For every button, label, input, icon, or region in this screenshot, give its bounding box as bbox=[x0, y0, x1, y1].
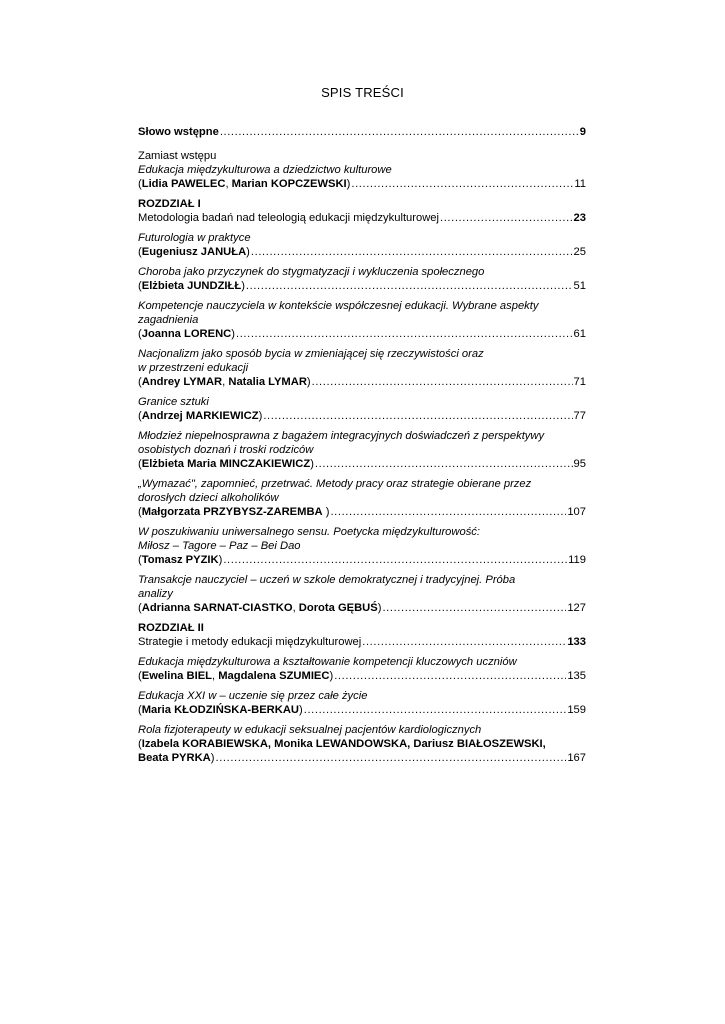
toc-dot-leader bbox=[351, 177, 573, 191]
toc-entry bbox=[138, 429, 586, 471]
toc-entry-text bbox=[138, 601, 381, 615]
toc-leader-line bbox=[138, 327, 586, 341]
toc-dot-leader bbox=[251, 245, 573, 259]
toc-article-title: Transakcje nauczyciel – uczeń w szkole demokratycznej i tradycyjnej. Próba bbox=[138, 574, 516, 586]
toc-article-title: analizy bbox=[138, 588, 173, 600]
toc-punctuation: ( bbox=[138, 670, 142, 682]
toc-page-number: 95 bbox=[573, 458, 586, 470]
toc-punctuation: ) bbox=[218, 554, 223, 566]
toc-chapter-heading: ROZDZIAŁ II bbox=[138, 622, 204, 634]
toc-page-number: 135 bbox=[567, 670, 586, 682]
toc-leader-line bbox=[138, 409, 586, 423]
toc-leader-line bbox=[138, 703, 586, 717]
table-of-contents bbox=[138, 125, 586, 771]
toc-dot-leader bbox=[236, 327, 573, 341]
toc-punctuation: ( bbox=[138, 376, 142, 388]
toc-dot-leader bbox=[223, 553, 567, 567]
toc-punctuation: ) bbox=[329, 670, 334, 682]
toc-leader-line bbox=[138, 211, 586, 225]
toc-page-number: 119 bbox=[568, 554, 586, 566]
toc-punctuation: ) bbox=[306, 376, 311, 388]
toc-author-name: Beata PYRKA bbox=[138, 752, 211, 764]
toc-authors-line bbox=[138, 737, 586, 751]
toc-article-title: Choroba jako przyczynek do stygmatyzacji i wykluczenia społecznego bbox=[138, 266, 485, 278]
toc-punctuation: ( bbox=[138, 178, 142, 190]
toc-page-number: 159 bbox=[567, 704, 586, 716]
toc-dot-leader bbox=[382, 601, 566, 615]
toc-entry bbox=[138, 655, 586, 683]
toc-entry bbox=[138, 525, 586, 567]
toc-leader-line bbox=[138, 279, 586, 293]
toc-entry-text bbox=[138, 279, 245, 293]
toc-chapter bbox=[138, 197, 586, 225]
toc-author-name: Elżbieta JUNDZIŁŁ bbox=[141, 280, 242, 292]
toc-punctuation: ( bbox=[138, 328, 142, 340]
toc-article-title: Edukacja międzykulturowa a dziedzictwo kulturowe bbox=[138, 164, 392, 176]
toc-punctuation: ( bbox=[138, 410, 142, 422]
toc-entry-text bbox=[138, 211, 439, 225]
toc-punctuation: ) bbox=[346, 178, 351, 190]
toc-chapter bbox=[138, 621, 586, 649]
toc-pre-title: Zamiast wstępu bbox=[138, 150, 217, 162]
toc-article-title: W poszukiwaniu uniwersalnego sensu. Poetycka międzykulturowość: bbox=[138, 526, 480, 538]
toc-entry bbox=[138, 477, 586, 519]
toc-dot-leader bbox=[334, 669, 566, 683]
toc-article-title: Rola fizjoterapeuty w edukacji seksualnej pacjentów kardiologicznych bbox=[138, 724, 482, 736]
toc-dot-leader bbox=[362, 635, 566, 649]
toc-author-name: Elżbieta Maria MINCZAKIEWICZ bbox=[141, 458, 311, 470]
toc-punctuation: ) bbox=[246, 246, 250, 258]
toc-entry bbox=[138, 723, 586, 765]
toc-author-name: Joanna LORENC bbox=[141, 328, 232, 340]
toc-page-number: 23 bbox=[573, 212, 586, 224]
toc-entry-text bbox=[138, 457, 314, 471]
toc-entry bbox=[138, 573, 586, 615]
toc-leader-line bbox=[138, 125, 586, 139]
toc-article-title: osobistych doznań i troski rodziców bbox=[138, 444, 314, 456]
toc-article-title: Nacjonalizm jako sposób bycia w zmieniającej się rzeczywistości oraz bbox=[138, 348, 484, 360]
toc-leader-line bbox=[138, 177, 586, 191]
toc-page-number: 25 bbox=[573, 246, 586, 258]
toc-entry-text bbox=[138, 553, 222, 567]
toc-entry-text bbox=[138, 375, 311, 389]
toc-dot-leader bbox=[246, 279, 573, 293]
toc-article-title: dorosłych dzieci alkoholików bbox=[138, 492, 279, 504]
toc-dot-leader bbox=[440, 211, 573, 225]
toc-entry-text bbox=[138, 177, 350, 191]
toc-page-number: 77 bbox=[573, 410, 586, 422]
toc-punctuation: Strategie i metody edukacji międzykulturowej bbox=[138, 636, 362, 648]
toc-leader-line bbox=[138, 375, 586, 389]
toc-entry bbox=[138, 125, 586, 139]
toc-entry-text bbox=[138, 245, 250, 259]
toc-page-number: 107 bbox=[567, 506, 586, 518]
toc-page-number: 127 bbox=[567, 602, 586, 614]
toc-author-name: Ewelina BIEL bbox=[141, 670, 212, 682]
toc-punctuation: ( bbox=[138, 602, 142, 614]
toc-dot-leader bbox=[315, 457, 573, 471]
toc-author-name: Lidia PAWELEC bbox=[141, 178, 226, 190]
toc-article-title: Kompetencje nauczyciela w kontekście współczesnej edukacji. Wybrane aspekty bbox=[138, 300, 539, 312]
toc-entry bbox=[138, 149, 586, 191]
toc-entry bbox=[138, 347, 586, 389]
toc-page-number: 11 bbox=[574, 178, 586, 190]
toc-punctuation: ( bbox=[138, 704, 142, 716]
toc-entry-text bbox=[138, 751, 214, 765]
toc-article-title: w przestrzeni edukacji bbox=[138, 362, 249, 374]
toc-entry-text bbox=[138, 505, 329, 519]
toc-article-title: Futurologia w praktyce bbox=[138, 232, 251, 244]
toc-dot-leader bbox=[312, 375, 573, 389]
toc-author-name: Małgorzata PRZYBYSZ-ZAREMBA bbox=[141, 506, 323, 518]
toc-entry-text bbox=[138, 125, 219, 139]
toc-article-title: Młodzież niepełnosprawna z bagażem integracyjnych doświadczeń z perspektywy bbox=[138, 430, 545, 442]
toc-punctuation: ) bbox=[322, 506, 330, 518]
toc-leader-line bbox=[138, 553, 586, 567]
toc-punctuation: ) bbox=[377, 602, 382, 614]
toc-leader-line bbox=[138, 245, 586, 259]
toc-author-name: Eugeniusz JANUŁA bbox=[141, 246, 247, 258]
toc-punctuation: Metodologia badań nad teleologią edukacji międzykulturowej bbox=[138, 212, 440, 224]
toc-author-name: Słowo wstępne bbox=[138, 126, 219, 138]
toc-punctuation: ) bbox=[258, 410, 263, 422]
toc-punctuation: ( bbox=[138, 738, 142, 750]
page-title: SPIS TREŚCI bbox=[321, 85, 404, 100]
toc-page-number: 71 bbox=[573, 376, 586, 388]
toc-leader-line bbox=[138, 669, 586, 683]
toc-article-title: Granice sztuki bbox=[138, 396, 209, 408]
toc-article-title: Edukacja międzykulturowa a kształtowanie kompetencji kluczowych uczniów bbox=[138, 656, 517, 668]
toc-leader-line bbox=[138, 505, 586, 519]
toc-leader-line bbox=[138, 635, 586, 649]
toc-author-name: Andrzej MARKIEWICZ bbox=[141, 410, 259, 422]
toc-author-name: Magdalena SZUMIEC bbox=[218, 670, 330, 682]
toc-author-name: Adrianna SARNAT-CIASTKO bbox=[141, 602, 293, 614]
toc-author-name: Maria KŁODZIŃSKA-BERKAU bbox=[141, 704, 299, 716]
toc-chapter-heading: ROZDZIAŁ I bbox=[138, 198, 201, 210]
toc-punctuation: ( bbox=[138, 280, 142, 292]
toc-punctuation: ) bbox=[210, 752, 215, 764]
toc-entry-text bbox=[138, 703, 303, 717]
toc-page-number: 9 bbox=[579, 126, 586, 138]
toc-leader-line bbox=[138, 601, 586, 615]
toc-page-number: 133 bbox=[567, 636, 586, 648]
toc-author-name: Tomasz PYZIK bbox=[141, 554, 219, 566]
toc-entry bbox=[138, 231, 586, 259]
toc-dot-leader bbox=[263, 409, 572, 423]
toc-article-title: „Wymazać", zapomnieć, przetrwać. Metody pracy oraz strategie obierane przez bbox=[138, 478, 532, 490]
toc-punctuation: ) bbox=[231, 328, 235, 340]
toc-dot-leader bbox=[215, 751, 566, 765]
toc-author-name: Izabela KORABIEWSKA, Monika LEWANDOWSKA, Dariusz BIAŁOSZEWSKI, bbox=[141, 738, 546, 750]
toc-dot-leader bbox=[220, 125, 579, 139]
toc-article-title: zagadnienia bbox=[138, 314, 199, 326]
toc-article-title: Edukacja XXI w – uczenie się przez całe życie bbox=[138, 690, 368, 702]
toc-page-number: 51 bbox=[573, 280, 586, 292]
toc-entry-text bbox=[138, 635, 361, 649]
toc-article-title: Miłosz – Tagore – Paz – Bei Dao bbox=[138, 540, 301, 552]
toc-punctuation: ( bbox=[138, 246, 142, 258]
toc-punctuation: ) bbox=[310, 458, 314, 470]
toc-punctuation: ( bbox=[138, 458, 142, 470]
toc-author-name: Andrey LYMAR bbox=[141, 376, 223, 388]
toc-punctuation: ( bbox=[138, 554, 142, 566]
toc-page-number: 61 bbox=[573, 328, 586, 340]
toc-entry bbox=[138, 689, 586, 717]
toc-entry bbox=[138, 299, 586, 341]
toc-leader-line bbox=[138, 457, 586, 471]
toc-punctuation: , bbox=[211, 670, 219, 682]
toc-dot-leader bbox=[330, 505, 566, 519]
toc-author-name: Natalia LYMAR bbox=[228, 376, 307, 388]
toc-punctuation: ) bbox=[299, 704, 303, 716]
toc-punctuation: , bbox=[222, 376, 229, 388]
toc-page-number: 167 bbox=[567, 752, 586, 764]
toc-author-name: Marian KOPCZEWSKI bbox=[231, 178, 347, 190]
toc-entry bbox=[138, 265, 586, 293]
toc-punctuation: ( bbox=[138, 506, 142, 518]
toc-punctuation: , bbox=[225, 178, 232, 190]
toc-author-name: Dorota GĘBUŚ bbox=[298, 602, 378, 614]
toc-entry-text bbox=[138, 409, 262, 423]
toc-entry-text bbox=[138, 327, 235, 341]
toc-entry-text bbox=[138, 669, 333, 683]
toc-entry bbox=[138, 395, 586, 423]
toc-dot-leader bbox=[304, 703, 567, 717]
toc-punctuation: , bbox=[292, 602, 299, 614]
toc-leader-line bbox=[138, 751, 586, 765]
toc-punctuation: ) bbox=[241, 280, 245, 292]
